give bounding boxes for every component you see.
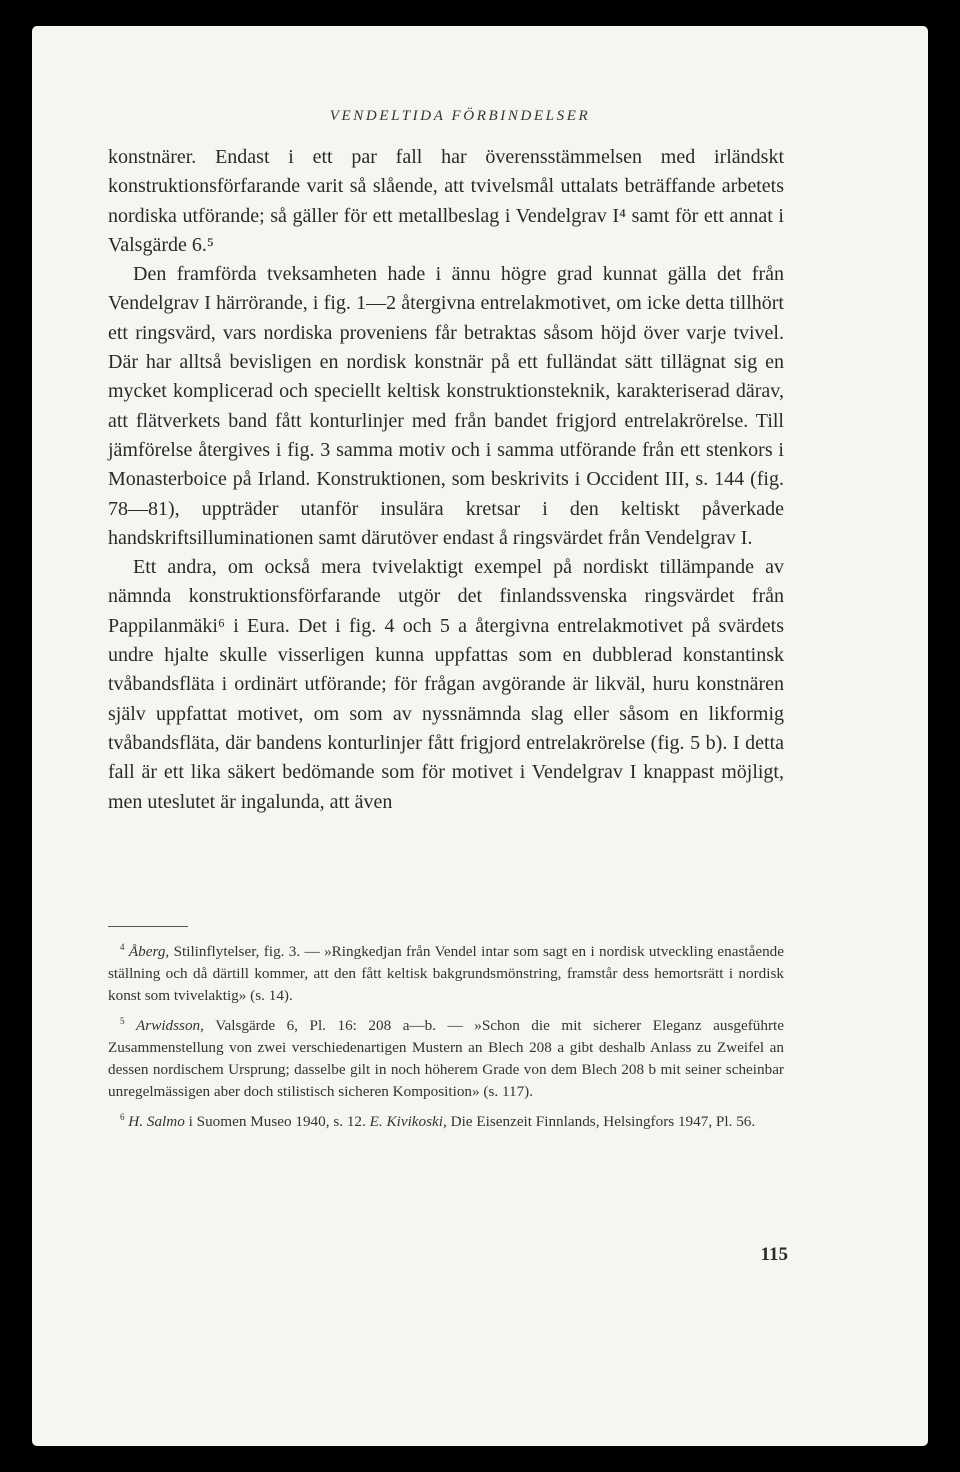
body-paragraph-2: Den framförda tveksamheten hade i ännu högre grad kunnat gälla det från Vendelgrav I härrörande, i fig. 1—2 återgivna entrelakmotivet, om icke detta tillhört ett ringsvärd, vars nordiska proveniens får betraktas såsom höjd över varje tvivel. Där har alltså bevisligen en nordisk konstnär på ett fulländat sätt tillägnat sig en mycket komplicerad och speciellt keltisk konstruktionsteknik, karakteriserad därav, att flätverkets band fått konturlinjer med från bandet frigjord entrelakrörelse. Till jämförelse återgives i fig. 3 samma motiv och i samma utförande från ett stenkors i Monasterboice på Irland. Konstruktionen, som beskrivits i Occident III, s. 144 (fig. 78—81), uppträder utanför insulära kretsar i den keltiskt påverkade handskriftsilluminationen samt därutöver endast å ringsvärdet från Vendelgrav I.	[108, 263, 784, 549]
footnote-text: Valsgärde 6, Pl. 16: 208 a—b. — »Schon die mit sicherer Eleganz ausgeführte Zusammenstellung von zwei verschiedenartigen Mustern an Blech 208 a gibt deshalb Anlass zu Zweifel an dessen nordischem Ursprung; dasselbe gilt in noch höherem Grade von dem Blech 208 b mit seiner scheinbar unregelmässigen aber doch stilistisch sicheren Komposition» (s. 117).	[108, 1016, 784, 1101]
footnote-4	[108, 936, 784, 1008]
body-paragraph-1: konstnärer. Endast i ett par fall har överensstämmelsen med irländskt konstruktionsförfarande varit så slående, att tvivelsmål uttalats beträffande arbetets nordiska utförande; så gäller för ett metallbeslag i Vendelgrav I⁴ samt för ett annat i Valsgärde 6.⁵	[108, 146, 784, 256]
body-paragraph-3: Ett andra, om också mera tvivelaktigt exempel på nordiskt tillämpande av nämnda konstruktionsförfarande utgör det finlandssvenska ringsvärdet från Pappilanmäki⁶ i Eura. Det i fig. 4 och 5 a återgivna entrelakmotivet på svärdets undre hjalte skulle visserligen kunna uppfattas som en dubblerad konstantinsk tvåbandsfläta i ordinärt utförande; för frågan avgörande är likväl, huru konstnären själv uppfattat motivet, om som av nyssnämnda slag eller såsom en likformig tvåbandsfläta, där bandens konturlinjer fått frigjord entrelakrörelse (fig. 5 b). I detta fall är ett lika säkert bedömande som för motivet i Vendelgrav I knappast möjligt, men uteslutet är ingalunda, att även	[108, 556, 784, 813]
footnote-mark: 4	[120, 942, 125, 952]
footnote-author: H. Salmo	[128, 1112, 185, 1130]
footnote-text: Stilinflytelser, fig. 3. — »Ringkedjan från Vendel intar som sagt en i nordisk utveckling enastående ställning och då därtill kommer, att den fått keltisk bakgrundsmönstring, framstår dess hemortsrätt i nordisk konst som tvivelaktig» (s. 14).	[108, 943, 785, 1005]
footnote-6	[108, 1106, 784, 1133]
page-number: 115	[760, 1244, 788, 1265]
footnote-mark: 6	[120, 1111, 125, 1122]
footnote-author: Arwidsson,	[136, 1016, 204, 1034]
footnote-rule	[108, 926, 188, 927]
footnote-text: Die Eisenzeit Finnlands, Helsingfors 1947, Pl. 56.	[446, 1112, 756, 1130]
footnote-text: i Suomen Museo 1940, s. 12.	[184, 1112, 370, 1130]
footnote-5	[108, 1010, 784, 1104]
footnote-author: Åberg,	[128, 943, 170, 961]
footnote-author: E. Kivikoski,	[369, 1112, 447, 1130]
body-text	[108, 143, 784, 817]
running-head: VENDELTIDA FÖRBINDELSER	[329, 108, 591, 124]
footnote-mark: 5	[120, 1015, 125, 1026]
footnotes	[108, 936, 784, 1135]
